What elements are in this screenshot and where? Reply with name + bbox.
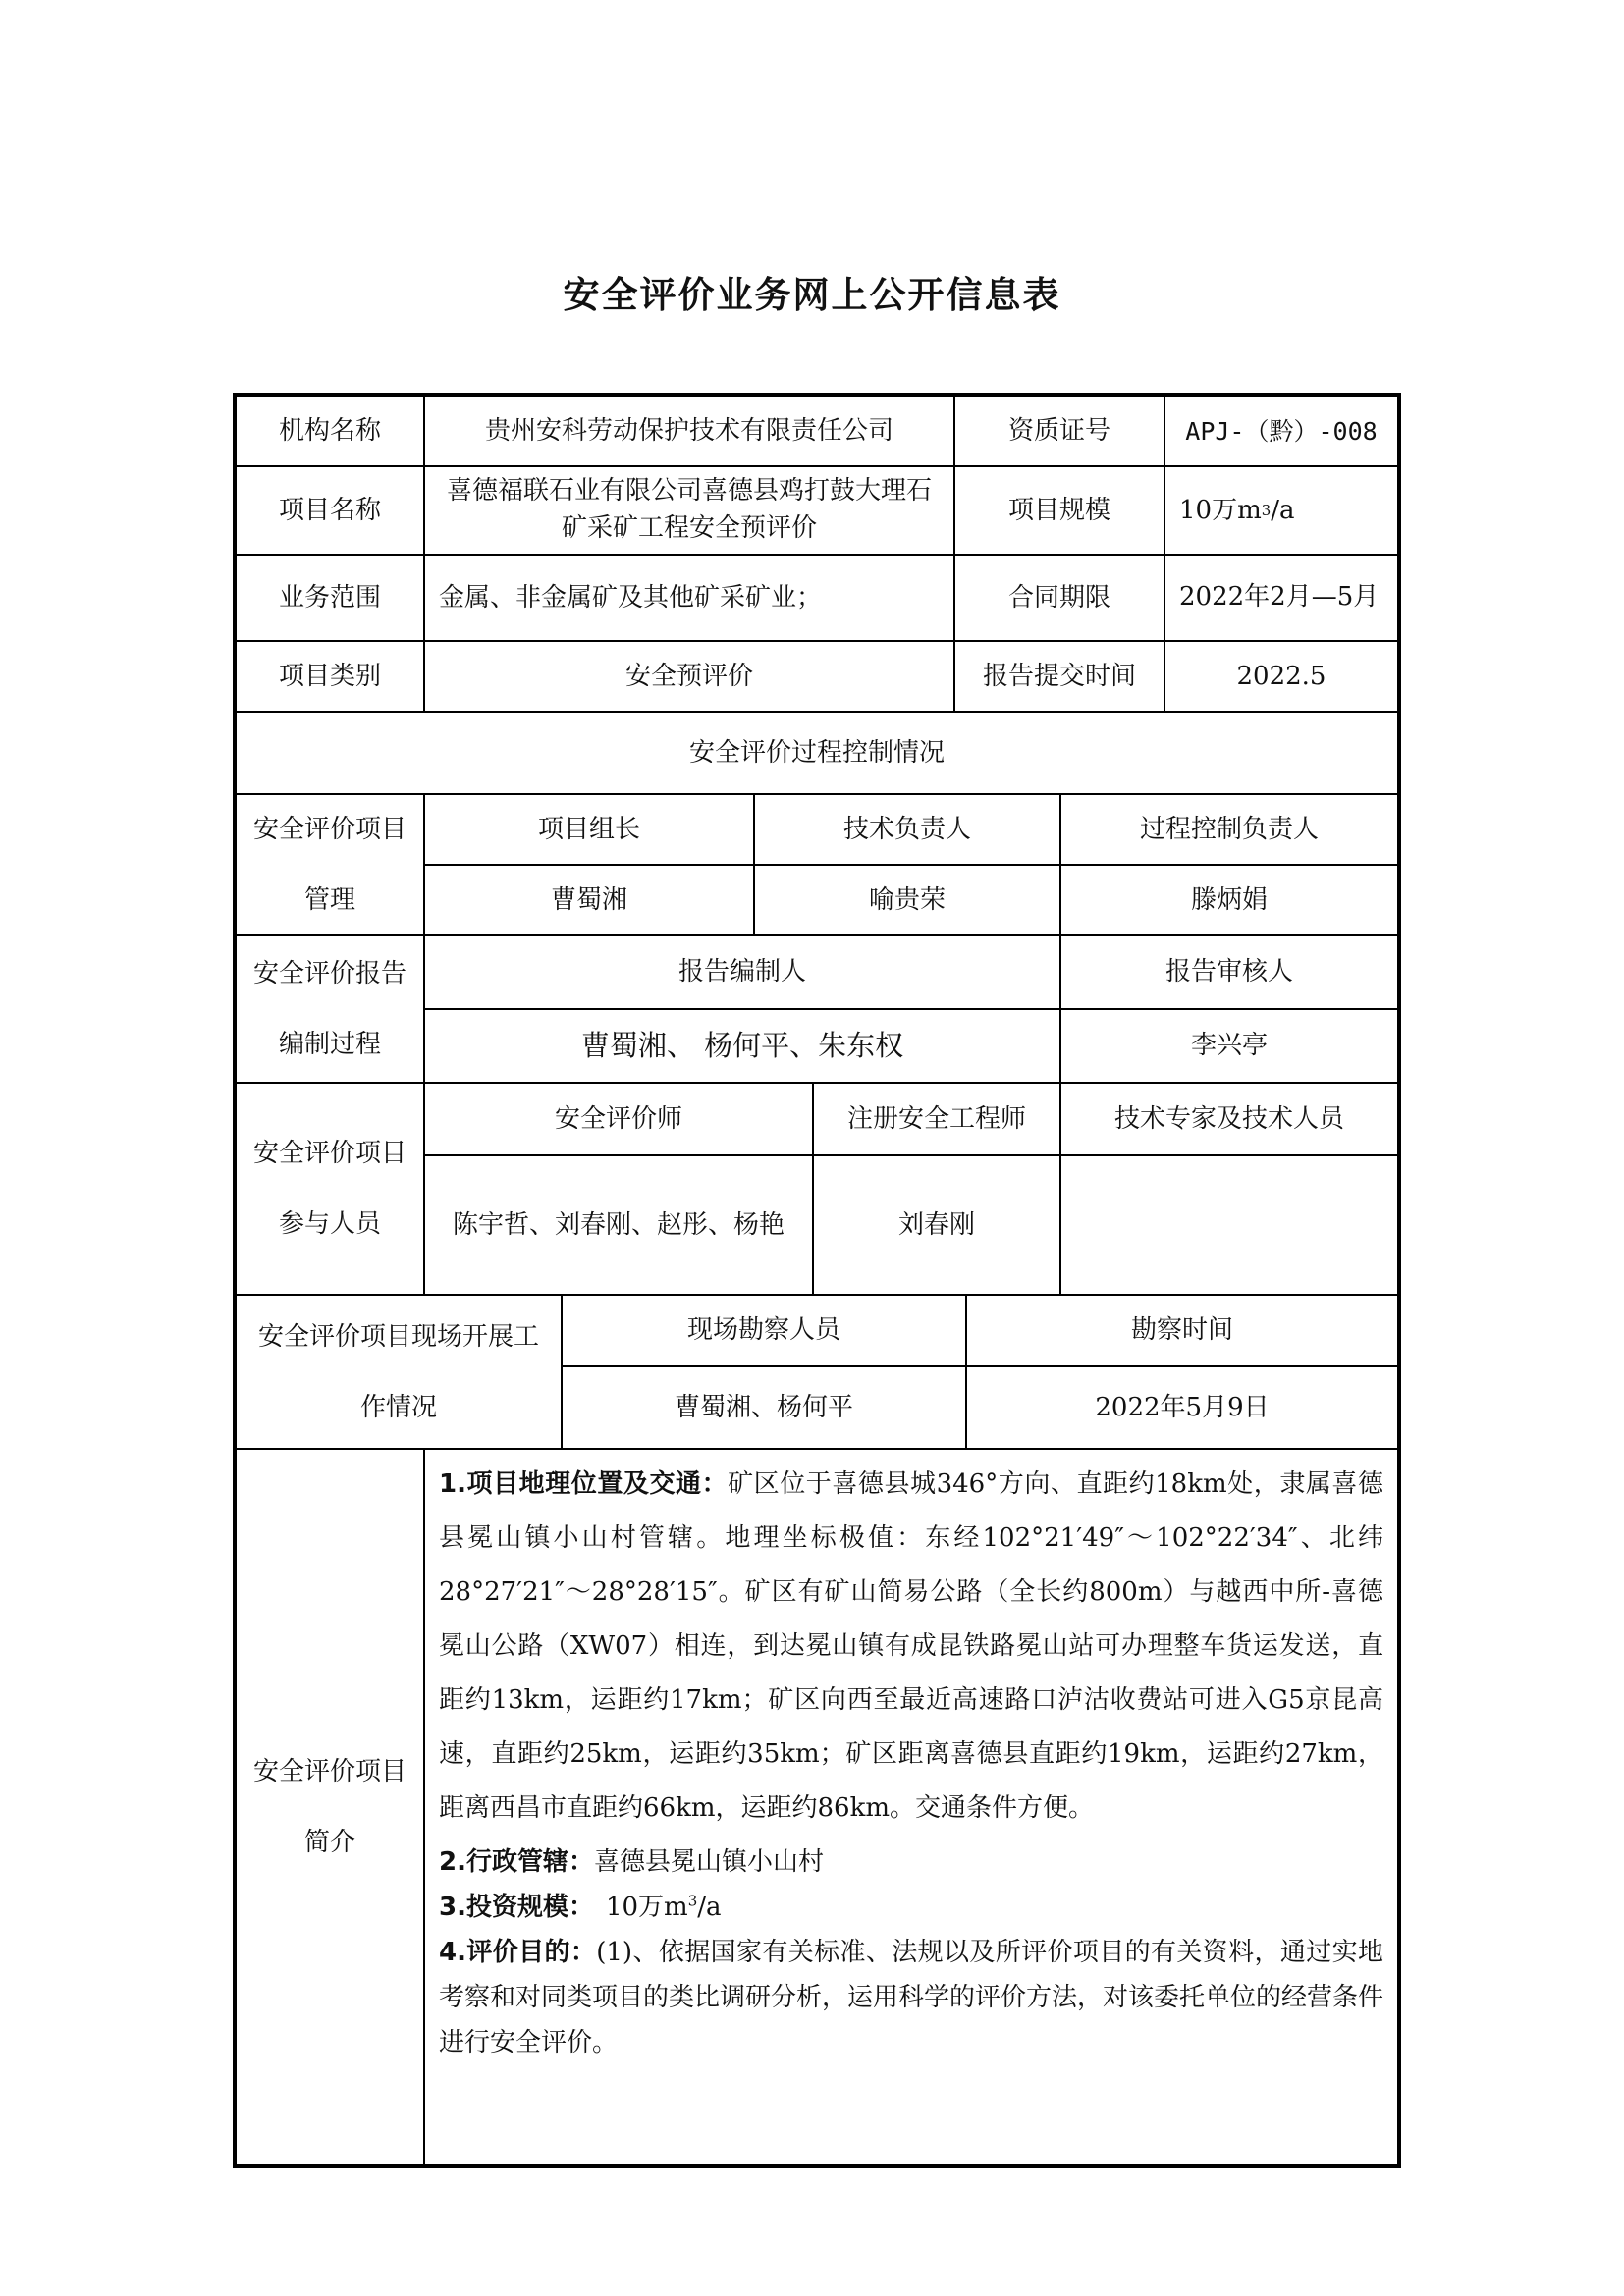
- control-value: 滕炳娟: [1060, 865, 1398, 935]
- project-label: 项目名称: [236, 466, 424, 555]
- cert-label: 资质证号: [954, 396, 1164, 466]
- intro-invest-exponent: 3: [687, 1892, 698, 1910]
- category-value: 安全预评价: [424, 641, 954, 712]
- survey-time-label: 勘察时间: [966, 1295, 1398, 1366]
- intro-content: [424, 1449, 1398, 2165]
- expert-label: 技术专家及技术人员: [1060, 1083, 1398, 1155]
- submit-value: 2022.5: [1164, 641, 1398, 712]
- intro-admin: [439, 1840, 1383, 1885]
- info-form: [233, 393, 1401, 2168]
- category-label: 项目类别: [236, 641, 424, 712]
- reviewer-value: 李兴亭: [1060, 1009, 1398, 1083]
- intro-purpose-title: 4.评价目的：: [439, 1938, 597, 1967]
- writer-value: 曹蜀湘、 杨何平、朱东权: [424, 1009, 1060, 1083]
- site-label: 安全评价项目现场开展工作情况: [236, 1295, 562, 1449]
- intro-location-title: 1.项目地理位置及交通：: [439, 1469, 729, 1499]
- leader-label: 项目组长: [424, 794, 754, 865]
- scale-value: 10万m 3 /a: [1164, 466, 1398, 555]
- staff-label: 安全评价项目参与人员: [236, 1083, 424, 1295]
- intro-purpose-text: (1)、依据国家有关标准、法规以及所评价项目的有关资料，通过实地考察和对同类项目的类比调研分析，运用科学的评价方法，对该委托单位的经营条件进行安全评价。: [439, 1938, 1384, 2057]
- tech-label: 技术负责人: [754, 794, 1060, 865]
- intro-invest: [439, 1885, 1383, 1930]
- tech-value: 喻贵荣: [754, 865, 1060, 935]
- intro-invest-title: 3.投资规模：: [439, 1893, 594, 1922]
- expert-value: [1060, 1155, 1398, 1295]
- scope-value: 金属、非金属矿及其他矿采矿业；: [424, 555, 954, 641]
- intro-label: 安全评价项目简介: [236, 1449, 424, 2165]
- surveyor-value: 曹蜀湘、杨何平: [562, 1366, 966, 1449]
- evaluator-value: 陈宇哲、刘春刚、赵彤、杨艳: [424, 1155, 813, 1295]
- scope-label: 业务范围: [236, 555, 424, 641]
- cert-value: APJ-（黔）-008: [1164, 396, 1398, 466]
- intro-admin-text: 喜德县冕山镇小山村: [593, 1847, 824, 1877]
- intro-invest-unit: /a: [697, 1893, 722, 1922]
- intro-location-text: 矿区位于喜德县城346°方向、直距约18km处，隶属喜德县冕山镇小山村管辖。地理坐标极值：东经102°21′49″～102°22′34″、北纬28°27′21″～28°28′15″。矿区有矿山简易公路（全长约800m）与越西中所-喜德冕山公路（XW07）相连，到达冕山镇有成昆铁路冕山站可办理整车货运发送，直距约13km，运距约17km；矿区向西至最近高速路口泸沽收费站可进入G5京昆高速，直距约25km，运距约35km；矿区距离喜德县直距约19km，运距约27km，距离西昌市直距约66km，运距约86km。交通条件方便。: [439, 1469, 1383, 1823]
- process-heading: 安全评价过程控制情况: [236, 712, 1398, 794]
- project-value: 喜德福联石业有限公司喜德县鸡打鼓大理石矿采矿工程安全预评价: [424, 466, 954, 555]
- intro-location: [439, 1458, 1383, 1836]
- period-value: 2022年2月—5月: [1164, 555, 1398, 641]
- org-label: 机构名称: [236, 396, 424, 466]
- evaluator-label: 安全评价师: [424, 1083, 813, 1155]
- survey-time-value: 2022年5月9日: [966, 1366, 1398, 1449]
- reviewer-label: 报告审核人: [1060, 935, 1398, 1009]
- engineer-label: 注册安全工程师: [813, 1083, 1060, 1155]
- surveyor-label: 现场勘察人员: [562, 1295, 966, 1366]
- period-label: 合同期限: [954, 555, 1164, 641]
- mgmt-label: 安全评价项目管理: [236, 794, 424, 935]
- scale-number: 10万m: [1179, 495, 1262, 525]
- control-label: 过程控制负责人: [1060, 794, 1398, 865]
- scale-label: 项目规模: [954, 466, 1164, 555]
- org-value: 贵州安科劳动保护技术有限责任公司: [424, 396, 954, 466]
- intro-invest-text: 10万m: [605, 1893, 688, 1922]
- engineer-value: 刘春刚: [813, 1155, 1060, 1295]
- report-label: 安全评价报告编制过程: [236, 935, 424, 1083]
- page-title: 安全评价业务网上公开信息表: [563, 274, 1061, 316]
- writer-label: 报告编制人: [424, 935, 1060, 1009]
- submit-label: 报告提交时间: [954, 641, 1164, 712]
- intro-purpose: [439, 1930, 1383, 2065]
- intro-admin-title: 2.行政管辖：: [439, 1847, 594, 1877]
- scale-unit: /a: [1271, 495, 1295, 525]
- leader-value: 曹蜀湘: [424, 865, 754, 935]
